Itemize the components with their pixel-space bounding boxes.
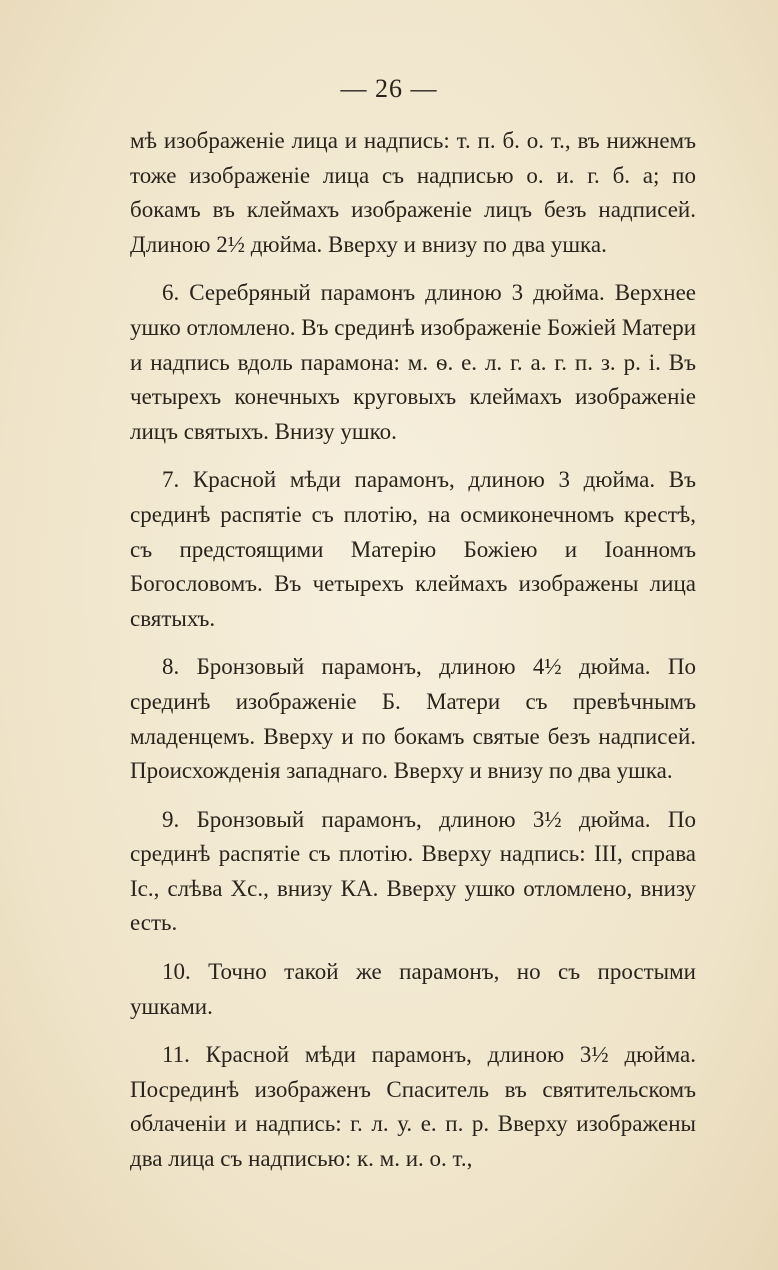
paragraph-item-6: 6. Серебряный парамонъ длиною 3 дюйма. Верхнее ушко отломлено. Въ срединѣ изображеніе Божіей Матери и надпись вдоль парамона: м. ѳ. е. л. г. а. г. п. з. р. і. Въ четырехъ конечныхъ круговыхъ клеймахъ изображеніе лицъ святыхъ. Внизу ушко. bbox=[130, 280, 696, 444]
paragraph-item-11: 11. Красной мѣди парамонъ, длиною 3½ дюйма. Посрединѣ изображенъ Спаситель въ святительскомъ облаченіи и надпись: г. л. у. е. п. р. Вверху изображены два лица съ надписью: к. м. и. о. т., bbox=[130, 1042, 696, 1172]
page-number: — 26 — bbox=[340, 74, 438, 103]
paragraph-item-10: 10. Точно такой же парамонъ, но съ простыми ушками. bbox=[130, 959, 696, 1019]
paragraph-continuation: мѣ изображеніе лица и надпись: т. п. б. о. т., въ нижнемъ тоже изображеніе лица съ надписью о. и. г. б. а; по бокамъ въ клеймахъ изображеніе лицъ безъ надписей. Длиною 2½ дюйма. Вверху и внизу по два ушка. bbox=[130, 128, 696, 257]
body-text bbox=[130, 124, 696, 1177]
paragraph-item-9: 9. Бронзовый парамонъ, длиною 3½ дюйма. По срединѣ распятіе съ плотію. Вверху надпись: ІІІ, справа Іс., слѣва Хс., внизу КА. Вверху ушко отломлено, внизу есть. bbox=[130, 806, 696, 936]
paragraph-item-7: 7. Красной мѣди парамонъ, длиною 3 дюйма. Въ срединѣ распятіе съ плотію, на осмиконечномъ крестѣ, съ предстоящими Матерію Божіею и Іоанномъ Богословомъ. Въ четырехъ клеймахъ изображены лица святыхъ. bbox=[130, 467, 696, 631]
paragraph-item-8: 8. Бронзовый парамонъ, длиною 4½ дюйма. По срединѣ изображеніе Б. Матери съ превѣчнымъ младенцемъ. Вверху и по бокамъ святые безъ надписей. Происхожденія западнаго. Вверху и внизу по два ушка. bbox=[130, 654, 696, 784]
